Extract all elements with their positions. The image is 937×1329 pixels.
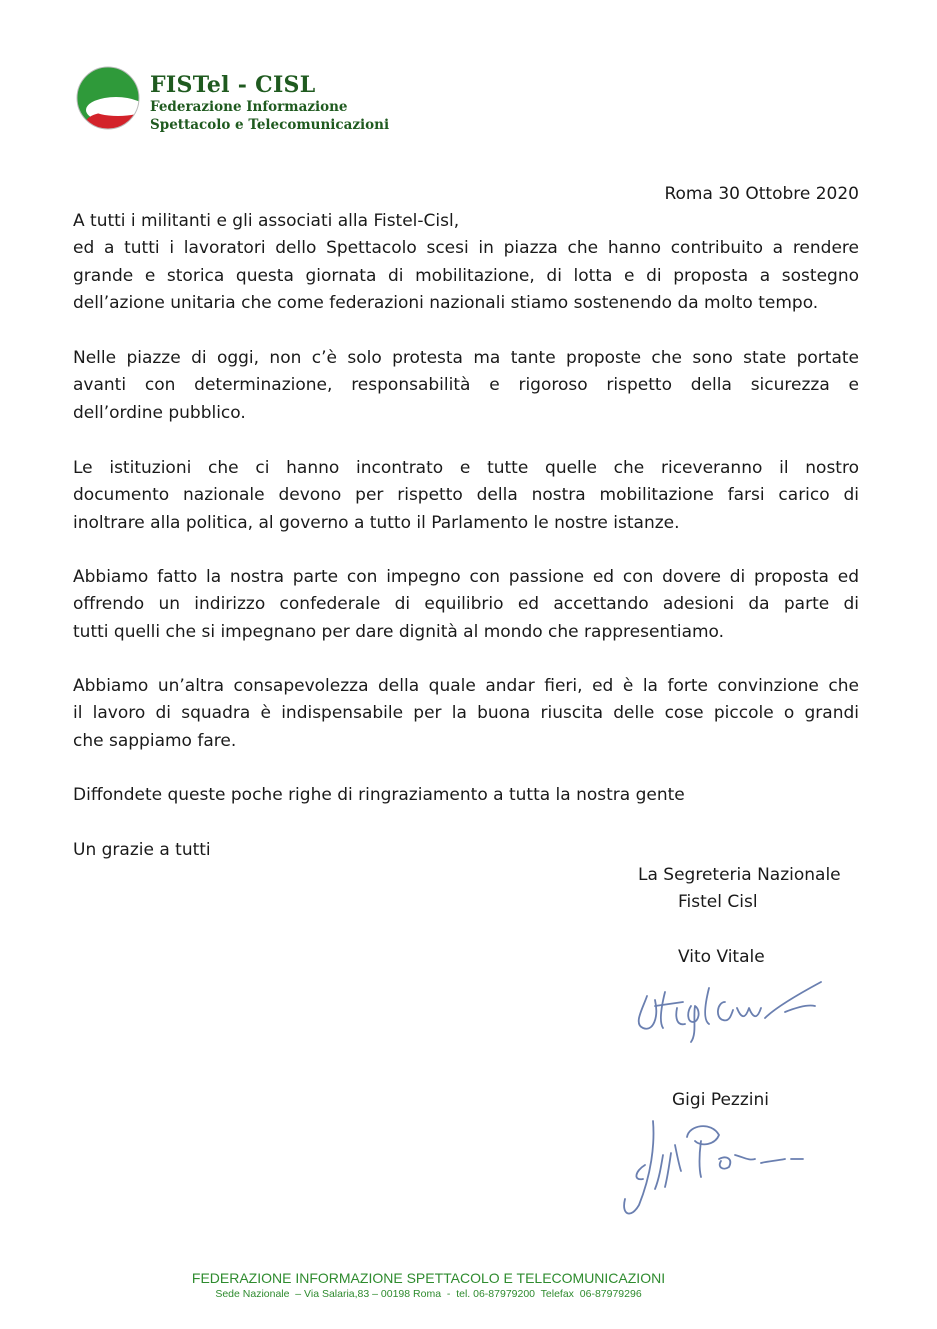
text-line: Un grazie a tutti xyxy=(73,840,211,860)
paragraph-impegno xyxy=(73,564,859,646)
text-line: dell’ordine pubblico. xyxy=(73,402,246,423)
cisl-logo-icon xyxy=(76,66,140,130)
text-line: il lavoro di squadra è indispensabile per la buona riuscita delle cose piccole o grandi xyxy=(73,703,859,724)
text-line: Nelle piazze di oggi, non c’è solo protesta ma tante proposte che sono state portate xyxy=(73,348,859,368)
org-name: FISTel - CISL xyxy=(150,72,316,98)
text-line: grande e storica questa giornata di mobilitazione, di lotta e di proposta a sostegno xyxy=(73,265,859,286)
paragraph-diffondete xyxy=(73,782,859,809)
signatory-name-2: Gigi Pezzini xyxy=(672,1090,769,1110)
letter-date: Roma 30 Ottobre 2020 xyxy=(664,184,859,204)
org-subtitle-line-2: Spettacolo e Telecomunicazioni xyxy=(150,117,390,133)
signatory-name-1: Vito Vitale xyxy=(678,947,765,967)
text-line: Le istituzioni che ci hanno incontrato e tutte quelle che riceveranno il nostro xyxy=(73,458,859,478)
handwritten-signature-2 xyxy=(615,1115,815,1225)
footer-address: Sede Nazionale – Via Salaria,83 – 00198 Roma - tel. 06-87979200 Telefax 06-87979296 xyxy=(215,1288,642,1300)
text-line: Abbiamo un’altra consapevolezza della quale andar fieri, ed è la forte convinzione che xyxy=(73,676,859,696)
paragraph-consapevolezza xyxy=(73,673,859,755)
org-subtitle-line-1: Federazione Informazione xyxy=(150,99,348,115)
text-line: avanti con determinazione, responsabilità e rigoroso rispetto della sicurezza e xyxy=(73,375,859,396)
signature-office: La Segreteria Nazionale xyxy=(638,865,841,885)
text-line: ed a tutti i lavoratori dello Spettacolo scesi in piazza che hanno contribuito a rendere xyxy=(73,238,859,259)
text-line: Abbiamo fatto la nostra parte con impegno con passione ed con dovere di proposta ed xyxy=(73,567,859,587)
text-line: offrendo un indirizzo confederale di equilibrio ed accettando adesioni da parte di xyxy=(73,594,859,615)
text-line: documento nazionale devono per rispetto della nostra mobilitazione farsi carico di xyxy=(73,485,859,506)
text-line: inoltrare alla politica, al governo a tutto il Parlamento le nostre istanze. xyxy=(73,512,680,533)
text-line: Diffondete queste poche righe di ringraziamento a tutta la nostra gente xyxy=(73,785,685,805)
paragraph-grazie xyxy=(73,837,859,864)
text-line: che sappiamo fare. xyxy=(73,730,237,751)
text-line: A tutti i militanti e gli associati alla Fistel-Cisl, xyxy=(73,211,460,231)
paragraph-piazze xyxy=(73,345,859,427)
footer-title: FEDERAZIONE INFORMAZIONE SPETTACOLO E TELECOMUNICAZIONI xyxy=(191,1270,666,1286)
signature-org: Fistel Cisl xyxy=(678,892,758,912)
paragraph-istituzioni xyxy=(73,455,859,537)
text-line: tutti quelli che si impegnano per dare dignità al mondo che rappresentiamo. xyxy=(73,621,725,642)
handwritten-signature-1 xyxy=(625,978,835,1048)
paragraph-greeting xyxy=(73,208,859,317)
text-line: dell’azione unitaria che come federazioni nazionali stiamo sostenendo da molto tempo. xyxy=(73,292,819,313)
